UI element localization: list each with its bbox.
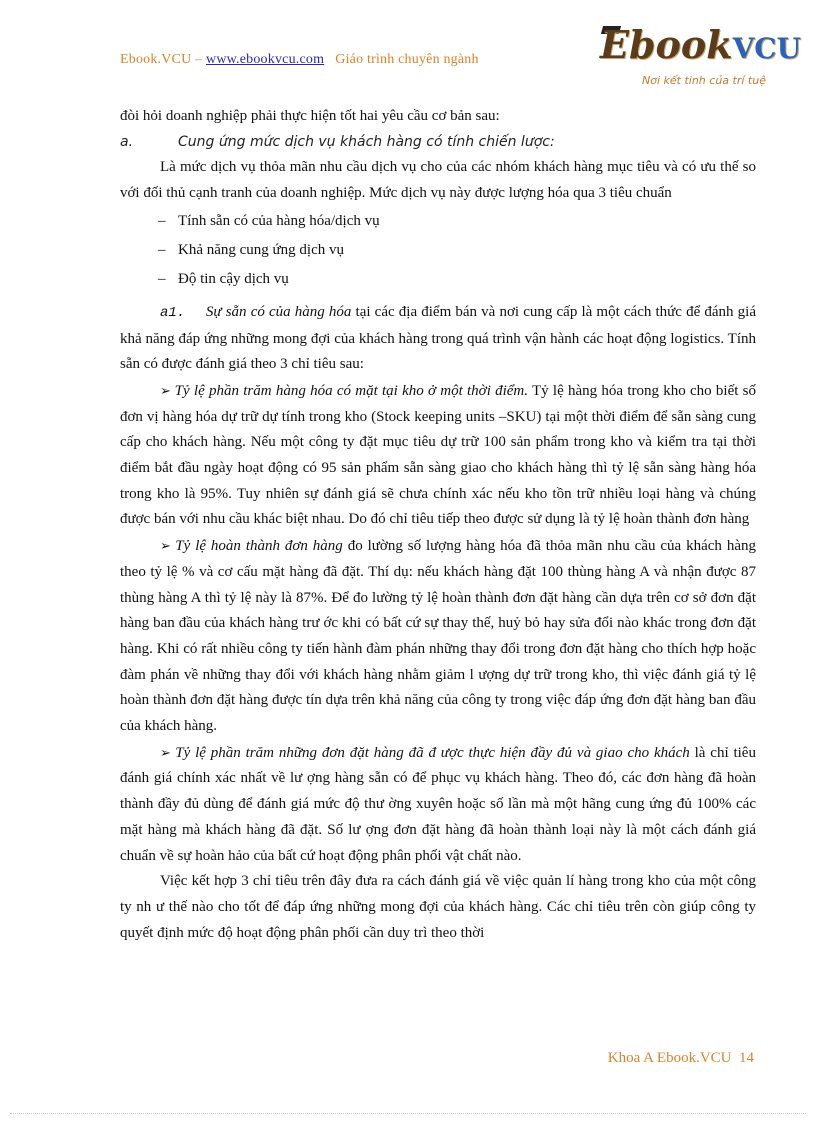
document-body [120,104,756,946]
section-a-label: a. [120,133,134,150]
paragraph-a1 [120,300,756,378]
criteria-1: Tính sẵn có của hàng hóa/dịch vụ [178,212,380,229]
list-item [120,265,756,294]
ebook-vcu-logo [600,22,801,102]
page-number: 14 [739,1050,754,1066]
header-site: Ebook.VCU – [120,52,203,67]
logo-tagline: Nơi kết tinh của trí tuệ [642,74,766,87]
arrow-bullet-icon: ➢ [160,744,176,760]
bullet3-title: Tỷ lệ phần trăm những đơn đặt hàng đã đ ược thực hiện đầy đủ và giao cho khách [175,744,690,761]
a1-title: Sự sẵn có của hàng hóa [205,303,352,320]
bullet1-title: Tỷ lệ phần trăm hàng hóa có mặt tại kho ở một thời điểm. [174,382,529,399]
footer-divider [10,1113,806,1114]
a1-text: tại các địa điểm bán và nơi cung cấp là một cách thức để đánh giá khả năng đáp ứng những mong đợi của khách hàng trong quá trình vận hành các hoạt động logistics. Tính sẵn có được đánh giá theo 3 chỉ tiêu sau: [120,303,756,373]
page-footer [608,1050,754,1067]
bullet1-text: Tỷ lệ hàng hóa trong kho cho biết số đơn vị hàng hóa dự trữ dự tính trong kho (Stock keeping units –SKU) tại một thời điểm để sẵn sàng cung cấp cho khách hàng. Nếu một công ty đặt mục tiêu dự trữ 100 sản phẩm trong kho và kiểm tra tại thời điểm bắt đầu ngày hoạt động có 95 sản phẩm sẵn sàng giao cho khách hàng thì tỷ lệ sẵn sàng hàng hóa trong kho là 95%. Tuy nhiên sự đánh giá sẽ chưa chính xác nếu kho tồn trữ nhiều loại hàng và chúng được bán với nhu cầu khác biệt nhau. Do đó chỉ tiêu tiếp theo được sử dụng là tỷ lệ hoàn thành đơn hàng [120,382,756,528]
header-url-link[interactable]: www.ebookvcu.com [206,52,325,67]
page-header [120,52,479,68]
arrow-bullet-icon: ➢ [160,538,176,554]
logo-wordmark [600,22,801,67]
criteria-2: Khả năng cung ứng dịch vụ [178,241,345,258]
section-a-heading [120,130,756,156]
list-item [120,207,756,236]
bullet2-title: Tỷ lệ hoàn thành đơn hàng [175,538,343,555]
paragraph-final: Việc kết hợp 3 chỉ tiêu trên đây đưa ra cách đánh giá về việc quản lí hàng trong kho của một công ty nh ư thế nào cho tốt để đáp ứng những mong đợi của khách hàng. Các chỉ tiêu trên còn giúp công ty quyết định mức độ hoạt động phân phối cần duy trì theo thời [120,873,756,941]
arrow-bullet-icon: ➢ [160,382,175,398]
logo-suffix: VCU [732,32,801,65]
header-subtitle: Giáo trình chuyên ngành [335,52,479,67]
footer-text: Khoa A Ebook.VCU [607,1050,732,1066]
a1-label: a1. [160,304,186,321]
bullet-paragraph-1 [120,378,756,533]
criteria-3: Độ tin cậy dịch vụ [178,270,289,287]
intro-line: đòi hỏi doanh nghiệp phải thực hiện tốt hai yêu cầu cơ bản sau: [120,108,500,124]
bullet3-text: là chỉ tiêu đánh giá chính xác nhất về lư ợng hàng sẵn có để phục vụ khách hàng. Theo đó, các đơn hàng đã hoàn thành đầy đủ dùng để đánh giá mức độ thư ờng xuyên hoặc số lần mà một hãng cung ứng đủ 100% các mặt hàng mà khách hàng đã đặt. Số lư ợng đơn đặt hàng đã hoàn thành loại này là một cách đánh giá chuẩn về sự hoàn hảo của bất cứ hoạt động phân phối vật chất nào. [120,744,756,864]
paragraph-service-level: Là mức dịch vụ thỏa mãn nhu cầu dịch vụ cho của các nhóm khách hàng mục tiêu và có ưu thế so với đối thủ cạnh tranh của doanh nghiệp. Mức dịch vụ này được lượng hóa qua 3 tiêu chuẩn [120,159,756,202]
bullet-paragraph-2 [120,533,756,740]
logo-main: Ebook [600,22,733,67]
section-a-title: Cung ứng mức dịch vụ khách hàng có tính chiến lược: [178,133,555,150]
bullet-paragraph-3 [120,740,756,870]
bullet2-text: đo lường số lượng hàng hóa đã thỏa mãn nhu cầu của khách hàng theo tỷ lệ % và cơ cấu mặt hàng đã đặt. Thí dụ: nếu khách hàng đặt 100 thùng hàng A và nhận được 87 thùng hàng A thì tỷ lệ này là 87%. Để đo lường tỷ lệ hoàn thành đơn đặt hàng cần dựa trên cơ sở đơn đặt hàng ban đầu của khách hàng trư ớc khi có bất cứ sự thay thế, huỷ bỏ hay sửa đổi nào khác trong đơn đặt hàng. Khi có rất nhiều công ty tiến hành đàm phán những thay đổi trong đơn đặt hàng cho thích hợp hoặc đàm phán về những thay đổi với khách hàng nhằm giảm l ượng dự trữ trong kho, thì việc đánh giá tỷ lệ hoàn thành đơn đặt hàng được tín dựa trên khả năng của công ty trong việc đáp ứng đơn đặt hàng ban đầu của khách hàng. [120,538,756,735]
list-item [120,236,756,265]
